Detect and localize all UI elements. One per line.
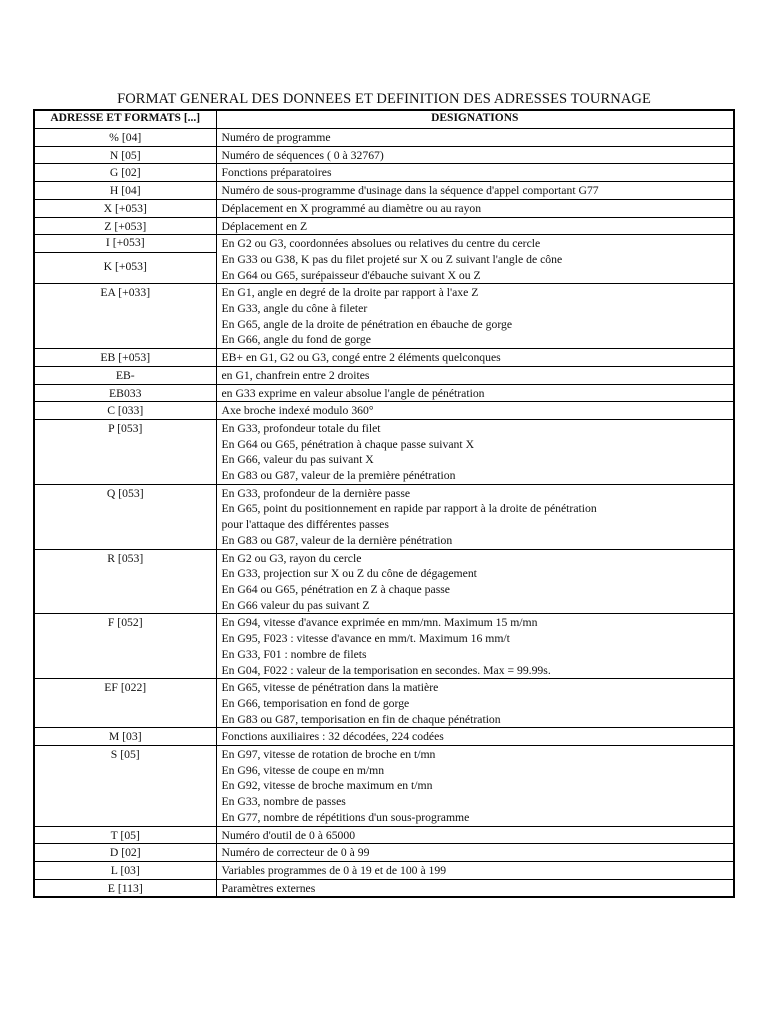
address-format-cell xyxy=(34,728,216,746)
designation-line: En G33, F01 : nombre de filets xyxy=(221,647,367,661)
table-row xyxy=(34,199,734,217)
designation-line: Numéro de programme xyxy=(221,131,331,144)
table-row xyxy=(34,861,734,879)
designation-cell xyxy=(216,199,734,217)
address-format-cell xyxy=(34,879,216,897)
address-format-text: K [+053] xyxy=(103,260,147,274)
table-row xyxy=(34,679,734,728)
table-row xyxy=(34,826,734,844)
designation-line: en G1, chanfrein entre 2 droites xyxy=(221,368,370,382)
address-format-cell xyxy=(34,284,216,349)
table-row xyxy=(34,844,734,862)
designation-line: En G96, vitesse de coupe en m/mn xyxy=(221,763,385,777)
designation-line: Numéro de séquences ( 0 à 32767) xyxy=(221,148,384,162)
address-format-text: EB033 xyxy=(109,386,142,400)
address-format-text: EF [022] xyxy=(104,681,147,695)
address-format-text: X [+053] xyxy=(103,201,147,215)
designation-cell xyxy=(216,861,734,879)
table-row xyxy=(34,366,734,384)
designation-cell xyxy=(216,679,734,728)
designation-line: Variables programmes de 0 à 19 et de 100 à 199 xyxy=(221,863,447,877)
designation-cell xyxy=(216,549,734,614)
address-format-cell xyxy=(34,235,216,284)
designation-line: En G33, projection sur X ou Z du cône de dégagement xyxy=(221,567,477,581)
address-format-cell xyxy=(34,844,216,862)
address-format-cell xyxy=(34,484,216,549)
designation-line: En G92, vitesse de broche maximum en t/mn xyxy=(221,779,433,793)
designation-line: En G77, nombre de répétitions d'un sous-programme xyxy=(221,810,470,824)
designation-line: Axe broche indexé modulo 360° xyxy=(221,404,374,418)
table-row xyxy=(34,879,734,897)
designation-line: En G64 ou G65, surépaisseur d'ébauche suivant X ou Z xyxy=(221,268,481,282)
designation-line: En G64 ou G65, pénétration en Z à chaque passe xyxy=(221,582,450,596)
table-row xyxy=(34,129,734,147)
designation-cell xyxy=(216,284,734,349)
designation-line: En G33, nombre de passes xyxy=(221,795,346,809)
address-format-cell xyxy=(34,679,216,728)
header-address-formats: ADRESSE ET FORMATS [...] xyxy=(34,110,216,129)
address-format-cell xyxy=(34,217,216,235)
address-format-text: D [02] xyxy=(109,846,141,860)
address-format-cell xyxy=(34,826,216,844)
designation-cell xyxy=(216,164,734,182)
designation-line: En G65, angle de la droite de pénétration en ébauche de gorge xyxy=(221,317,513,331)
designation-line: pour l'attaque des différentes passes xyxy=(221,518,389,532)
address-format-text: I [+053] xyxy=(35,235,216,253)
designation-cell xyxy=(216,419,734,484)
address-format-text: H [04] xyxy=(109,184,141,198)
designation-line: En G33, profondeur totale du filet xyxy=(221,421,381,435)
table-row xyxy=(34,182,734,200)
table-row xyxy=(34,349,734,367)
address-format-text: EB- xyxy=(115,368,135,382)
designation-line: Fonctions préparatoires xyxy=(221,166,332,180)
designation-cell xyxy=(216,349,734,367)
address-format-text: P [053] xyxy=(108,421,143,435)
table-row xyxy=(34,549,734,614)
designation-line: En G97, vitesse de rotation de broche en t/mn xyxy=(221,748,436,762)
table-row xyxy=(34,484,734,549)
address-format-text: L [03] xyxy=(110,863,140,877)
address-format-cell xyxy=(34,614,216,679)
designation-line: En G65, point du positionnement en rapide par rapport à la droite de pénétration xyxy=(221,502,597,516)
designation-cell xyxy=(216,746,734,827)
address-format-cell xyxy=(34,129,216,147)
designation-line: En G1, angle en degré de la droite par rapport à l'axe Z xyxy=(221,286,479,300)
designation-cell xyxy=(216,844,734,862)
designation-cell xyxy=(216,614,734,679)
designation-line: En G83 ou G87, valeur de la dernière pénétration xyxy=(221,533,453,547)
designation-line: En G04, F022 : valeur de la temporisation en secondes. Max = 99.99s. xyxy=(221,663,551,677)
designation-line: En G66 valeur du pas suivant Z xyxy=(221,598,370,612)
designation-line: En G66, valeur du pas suivant X xyxy=(221,453,374,467)
address-format-text: F [052] xyxy=(107,616,143,630)
designation-cell xyxy=(216,728,734,746)
designation-cell xyxy=(216,129,734,147)
table-row xyxy=(34,402,734,420)
designation-cell xyxy=(216,484,734,549)
table-row xyxy=(34,614,734,679)
designation-cell xyxy=(216,366,734,384)
designation-line: Fonctions auxiliaires : 32 décodées, 224 codées xyxy=(221,730,444,744)
designation-line: En G2 ou G3, rayon du cercle xyxy=(221,551,362,565)
address-format-text: C [033] xyxy=(107,404,144,418)
table-row xyxy=(34,164,734,182)
designation-cell xyxy=(216,384,734,402)
address-format-cell xyxy=(34,384,216,402)
address-format-text: EB [+053] xyxy=(100,351,151,365)
address-format-cell xyxy=(34,402,216,420)
designation-line: Déplacement en X programmé au diamètre ou au rayon xyxy=(221,201,482,215)
table-row xyxy=(34,235,734,284)
address-format-cell xyxy=(34,549,216,614)
address-format-cell xyxy=(34,199,216,217)
designation-cell xyxy=(216,826,734,844)
designation-line: En G64 ou G65, pénétration à chaque passe suivant X xyxy=(221,437,475,451)
address-format-text: EA [+033] xyxy=(100,286,151,300)
table-row xyxy=(34,284,734,349)
address-format-cell xyxy=(34,861,216,879)
address-format-cell xyxy=(34,366,216,384)
address-format-text: % [04] xyxy=(109,131,142,144)
designation-line: Numéro de sous-programme d'usinage dans la séquence d'appel comportant G77 xyxy=(221,184,599,198)
address-format-text: M [03] xyxy=(108,730,142,744)
designation-cell xyxy=(216,879,734,897)
designation-cell xyxy=(216,402,734,420)
address-format-cell xyxy=(34,182,216,200)
designation-line: En G33, profondeur de la dernière passe xyxy=(221,486,411,500)
address-format-text: S [05] xyxy=(110,748,140,762)
designation-line: En G83 ou G87, valeur de la première pénétration xyxy=(221,469,456,483)
designation-line: Déplacement en Z xyxy=(221,219,308,233)
designation-line: EB+ en G1, G2 ou G3, congé entre 2 éléments quelconques xyxy=(221,351,501,365)
designation-line: En G83 ou G87, temporisation en fin de chaque pénétration xyxy=(221,712,501,726)
designation-line: En G33, angle du cône à fileter xyxy=(221,302,368,316)
table-row xyxy=(34,746,734,827)
designation-line: en G33 exprime en valeur absolue l'angle de pénétration xyxy=(221,386,485,400)
designation-line: Numéro de correcteur de 0 à 99 xyxy=(221,846,370,860)
address-format-cell xyxy=(34,349,216,367)
designation-line: Paramètres externes xyxy=(221,881,316,895)
address-format-text: R [053] xyxy=(107,551,144,565)
address-format-text: Z [+053] xyxy=(104,219,147,233)
table-row xyxy=(34,384,734,402)
header-designations: DESIGNATIONS xyxy=(216,110,734,129)
table-row xyxy=(34,146,734,164)
address-format-cell xyxy=(34,164,216,182)
designation-line: En G2 ou G3, coordonnées absolues ou relatives du centre du cercle xyxy=(221,237,541,251)
designation-line: En G94, vitesse d'avance exprimée en mm/mn. Maximum 15 m/mn xyxy=(221,616,538,630)
address-format-text: Q [053] xyxy=(106,486,144,500)
designation-line: En G65, vitesse de pénétration dans la matière xyxy=(221,681,439,695)
table-row xyxy=(34,728,734,746)
table-body xyxy=(34,129,734,898)
address-table xyxy=(33,109,735,898)
designation-cell xyxy=(216,146,734,164)
address-format-text: E [113] xyxy=(107,881,143,895)
address-format-text: T [05] xyxy=(110,828,140,842)
address-format-text: N [05] xyxy=(109,148,141,162)
table-row xyxy=(34,217,734,235)
address-format-cell xyxy=(34,146,216,164)
designation-line: En G66, angle du fond de gorge xyxy=(221,333,371,347)
address-format-cell xyxy=(34,746,216,827)
designation-line: Numéro d'outil de 0 à 65000 xyxy=(221,828,356,842)
address-format-cell xyxy=(34,419,216,484)
page-title: FORMAT GENERAL DES DONNEES ET DEFINITION DES ADRESSES TOURNAGE xyxy=(117,91,651,107)
designation-line: En G95, F023 : vitesse d'avance en mm/t. Maximum 16 mm/t xyxy=(221,632,510,646)
designation-cell xyxy=(216,182,734,200)
designation-line: En G66, temporisation en fond de gorge xyxy=(221,696,410,710)
table-header-row xyxy=(34,110,734,129)
designation-cell xyxy=(216,235,734,284)
designation-cell xyxy=(216,217,734,235)
address-format-text: G [02] xyxy=(109,166,141,180)
table-row xyxy=(34,419,734,484)
designation-line: En G33 ou G38, K pas du filet projeté sur X ou Z suivant l'angle de cône xyxy=(221,252,563,266)
